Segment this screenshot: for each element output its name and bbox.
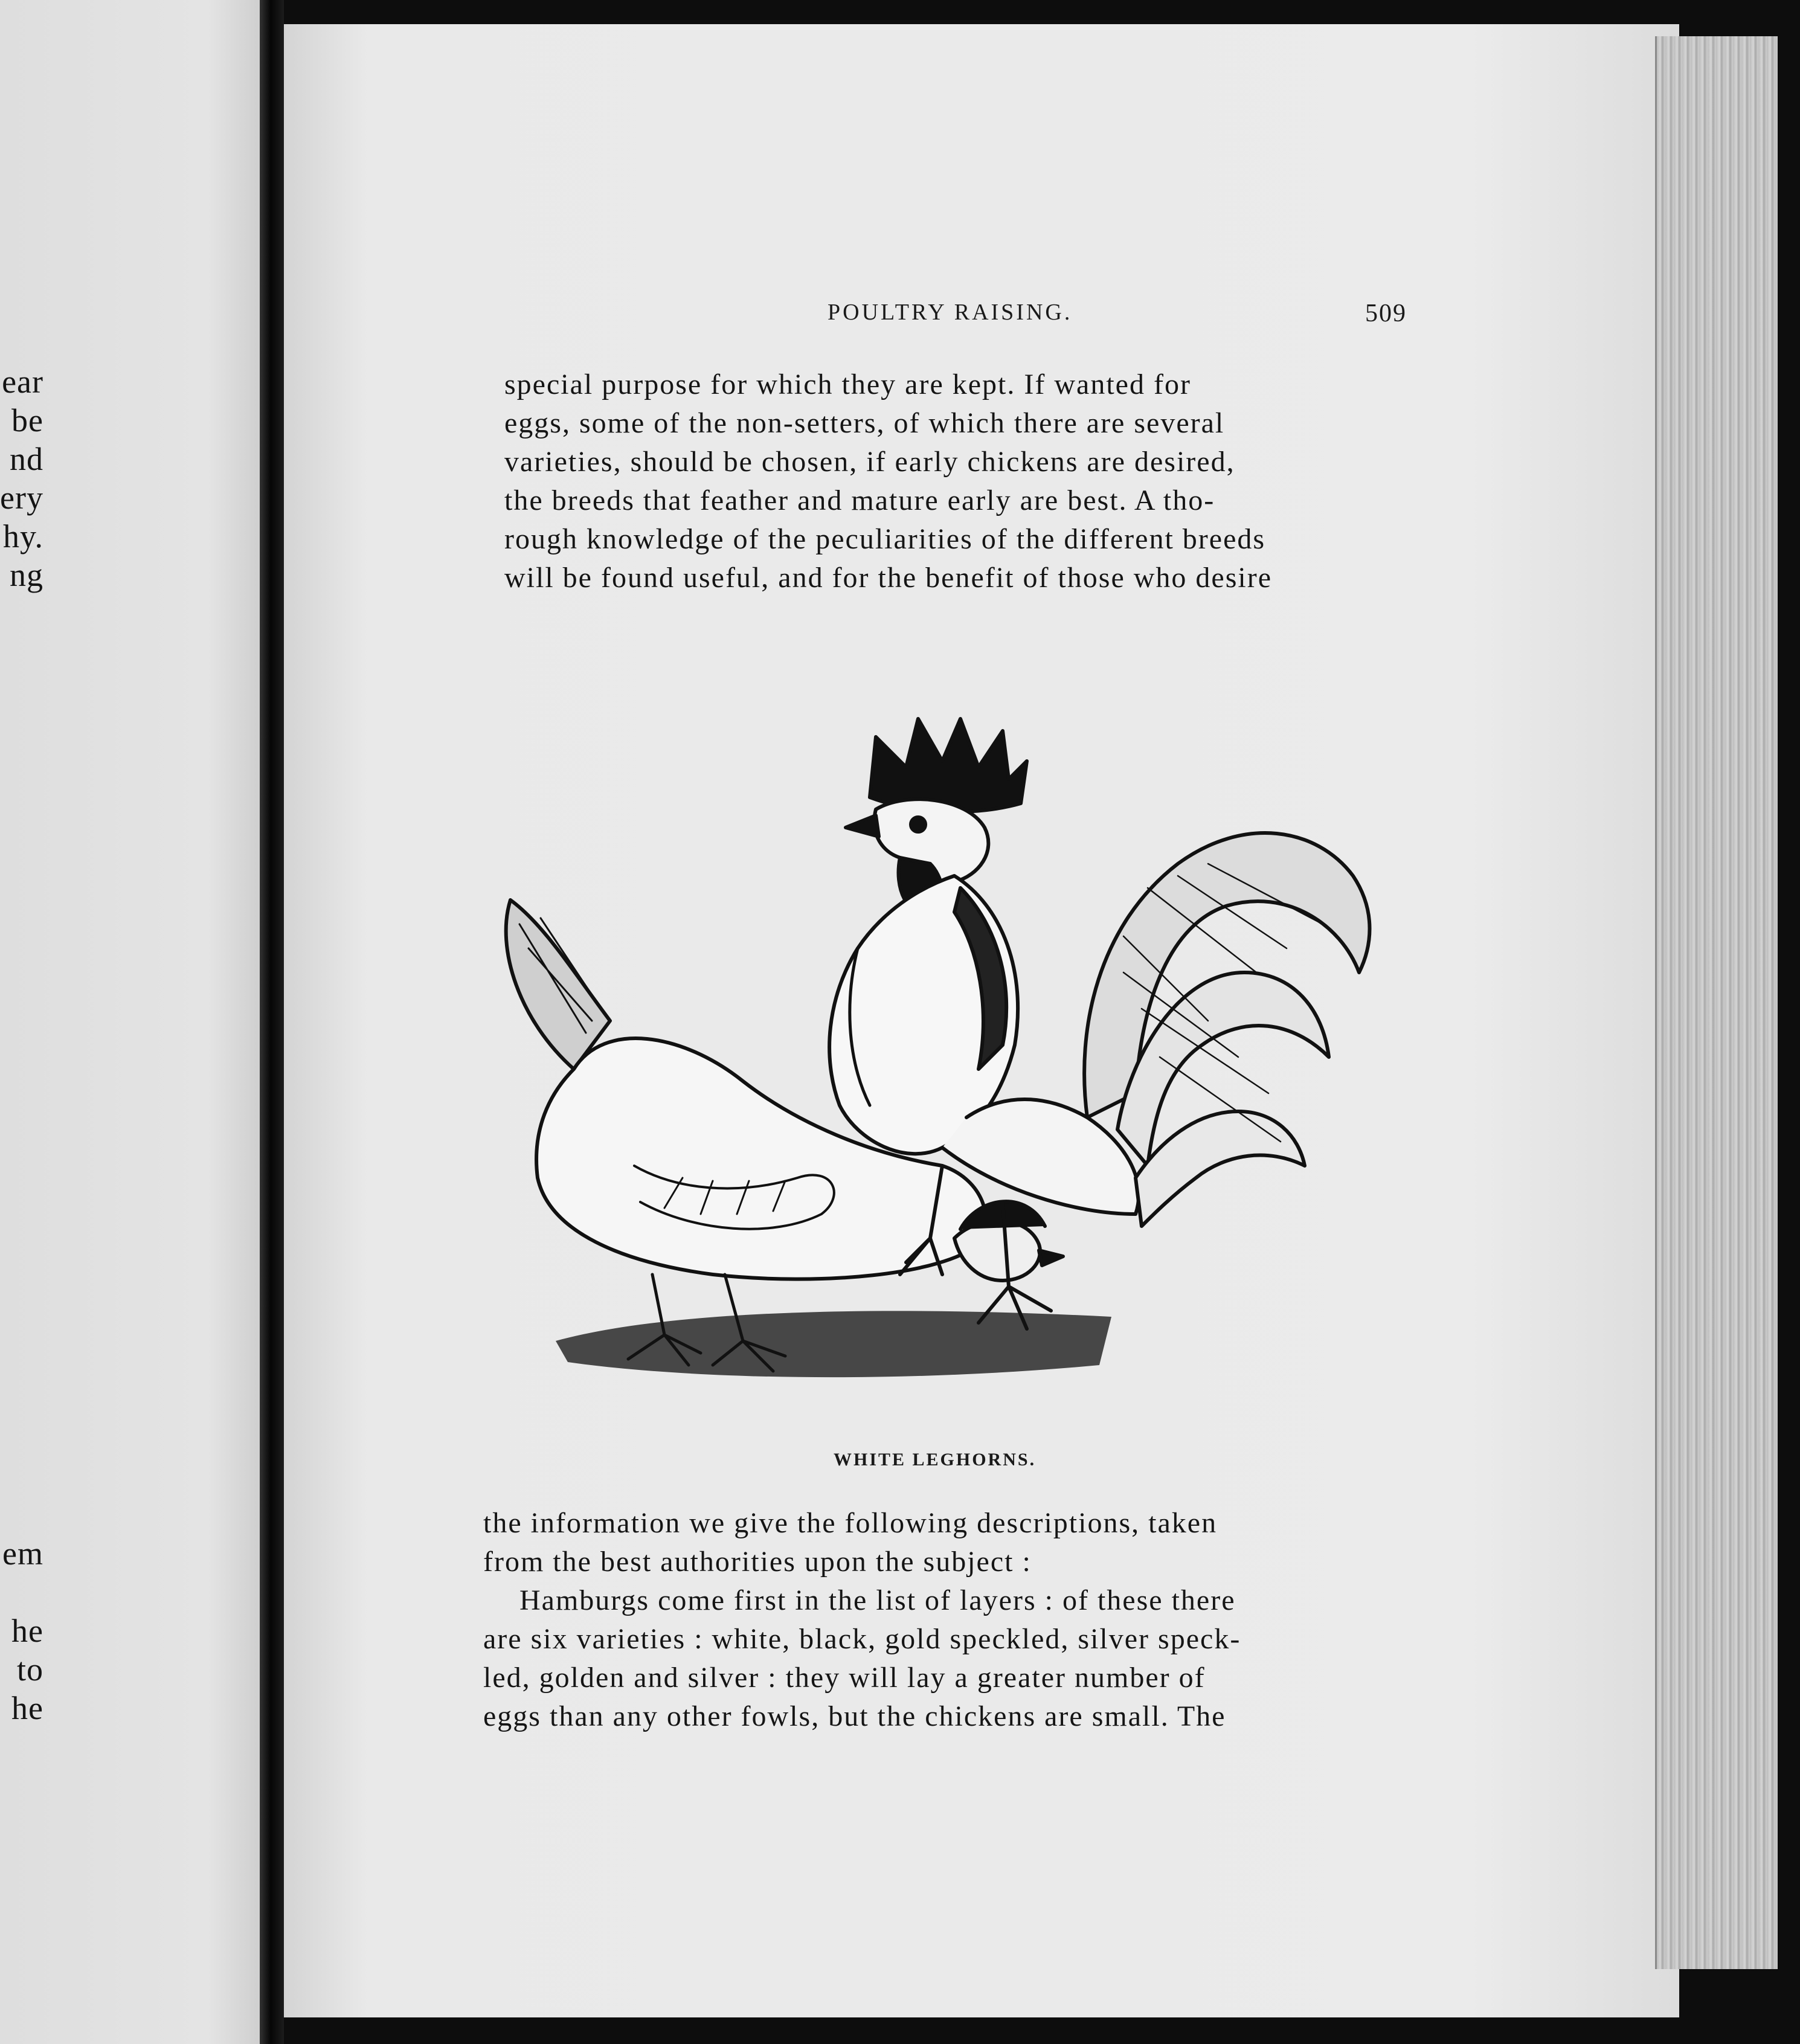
body-line: eggs than any other fowls, but the chickens are small. The — [483, 1700, 1226, 1732]
left-page-fragment: he — [11, 1613, 43, 1649]
body-line: the breeds that feather and mature early are best. A tho- — [504, 484, 1215, 516]
body-line: eggs, some of the non-setters, of which there are several — [504, 407, 1225, 439]
page-number: 509 — [1365, 300, 1407, 327]
left-page — [0, 0, 260, 2044]
left-page-fragment: em — [2, 1535, 43, 1572]
page-edges — [1655, 36, 1778, 1969]
body-line: rough knowledge of the peculiarities of the different breeds — [504, 523, 1266, 555]
left-page-fragment: be — [11, 402, 43, 439]
body-line: special purpose for which they are kept. If wanted for — [504, 368, 1191, 400]
left-page-fragment: ng — [10, 557, 43, 593]
body-line: the information we give the following descriptions, taken — [483, 1507, 1218, 1539]
body-line: Hamburgs come first in the list of layers : of these there — [519, 1584, 1236, 1616]
white-leghorns-illustration — [483, 634, 1438, 1444]
running-head: POULTRY RAISING. — [828, 300, 1073, 325]
body-line: led, golden and silver : they will lay a greater number of — [483, 1662, 1206, 1694]
figure-caption: WHITE LEGHORNS. — [834, 1450, 1037, 1470]
left-page-fragment: ery — [0, 480, 43, 516]
book-gutter — [260, 0, 284, 2044]
body-line: varieties, should be chosen, if early chickens are desired, — [504, 446, 1235, 478]
body-line: are six varieties : white, black, gold speckled, silver speck- — [483, 1623, 1241, 1655]
left-page-fragment: to — [16, 1651, 43, 1688]
left-page-fragment: he — [11, 1690, 43, 1726]
body-line: will be found useful, and for the benefit of those who desire — [504, 562, 1273, 594]
left-page-fragment: nd — [10, 441, 43, 477]
body-line: from the best authorities upon the subject : — [483, 1546, 1032, 1578]
left-page-fragment: hy. — [3, 518, 43, 554]
left-page-fragment: ear — [2, 364, 43, 400]
